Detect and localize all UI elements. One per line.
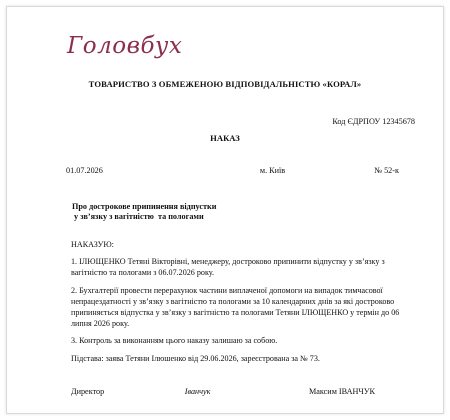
order-paragraph-2: 2. Бухгалтерії провести перерахунок частини виплаченої допомоги на випадок тимчасової непрацездатності у зв’язку з вагітністю та пологами за 10 календарних днів за які достроково припиняється відпустка у зв’язку з вагітністю та пологами Тетяни ІЛЮЩЕНКО у термін до 06 липня 2026 року.: [71, 285, 400, 328]
signer-name: Максим ІВАНЧУК: [308, 387, 375, 396]
order-subject-line: Про дострокове припинення відпустки: [72, 202, 217, 211]
document-date: 01.07.2026: [66, 166, 103, 175]
signer-position: Директор: [71, 387, 105, 396]
handwritten-signature: Іванчук: [184, 387, 211, 396]
order-directive: НАКАЗУЮ:: [71, 240, 114, 249]
document-title: НАКАЗ: [210, 133, 240, 143]
document-meta-row: [66, 166, 399, 175]
order-paragraph-3: 3. Контроль за виконанням цього наказу залишаю за собою.: [71, 336, 278, 345]
order-subject-line: у зв’язку з вагітністю та пологами: [72, 212, 204, 221]
publisher-logo: Головбух: [67, 33, 183, 59]
order-body: [71, 239, 421, 370]
company-name: ТОВАРИСТВО З ОБМЕЖЕНОЮ ВІДПОВІДАЛЬНІСТЮ «КОРАЛ»: [88, 79, 362, 89]
document-page: [6, 6, 444, 414]
document-city: м. Київ: [259, 166, 286, 175]
edrpou-code: Код ЄДРПОУ 12345678: [332, 117, 415, 126]
order-basis: Підстава: заява Тетяни Ілюшенко від 29.06.2026, зареєстрована за № 73.: [71, 353, 320, 363]
order-subject: [72, 202, 216, 222]
document-number: № 52-к: [374, 166, 399, 175]
signature-block: [71, 387, 375, 396]
order-paragraph-1: 1. ІЛЮЩЕНКО Тетяні Вікторівні, менеджеру, достроково припинити відпустку у зв’язку з вагітністю та пологами з 06.07.2026 року.: [71, 257, 385, 277]
